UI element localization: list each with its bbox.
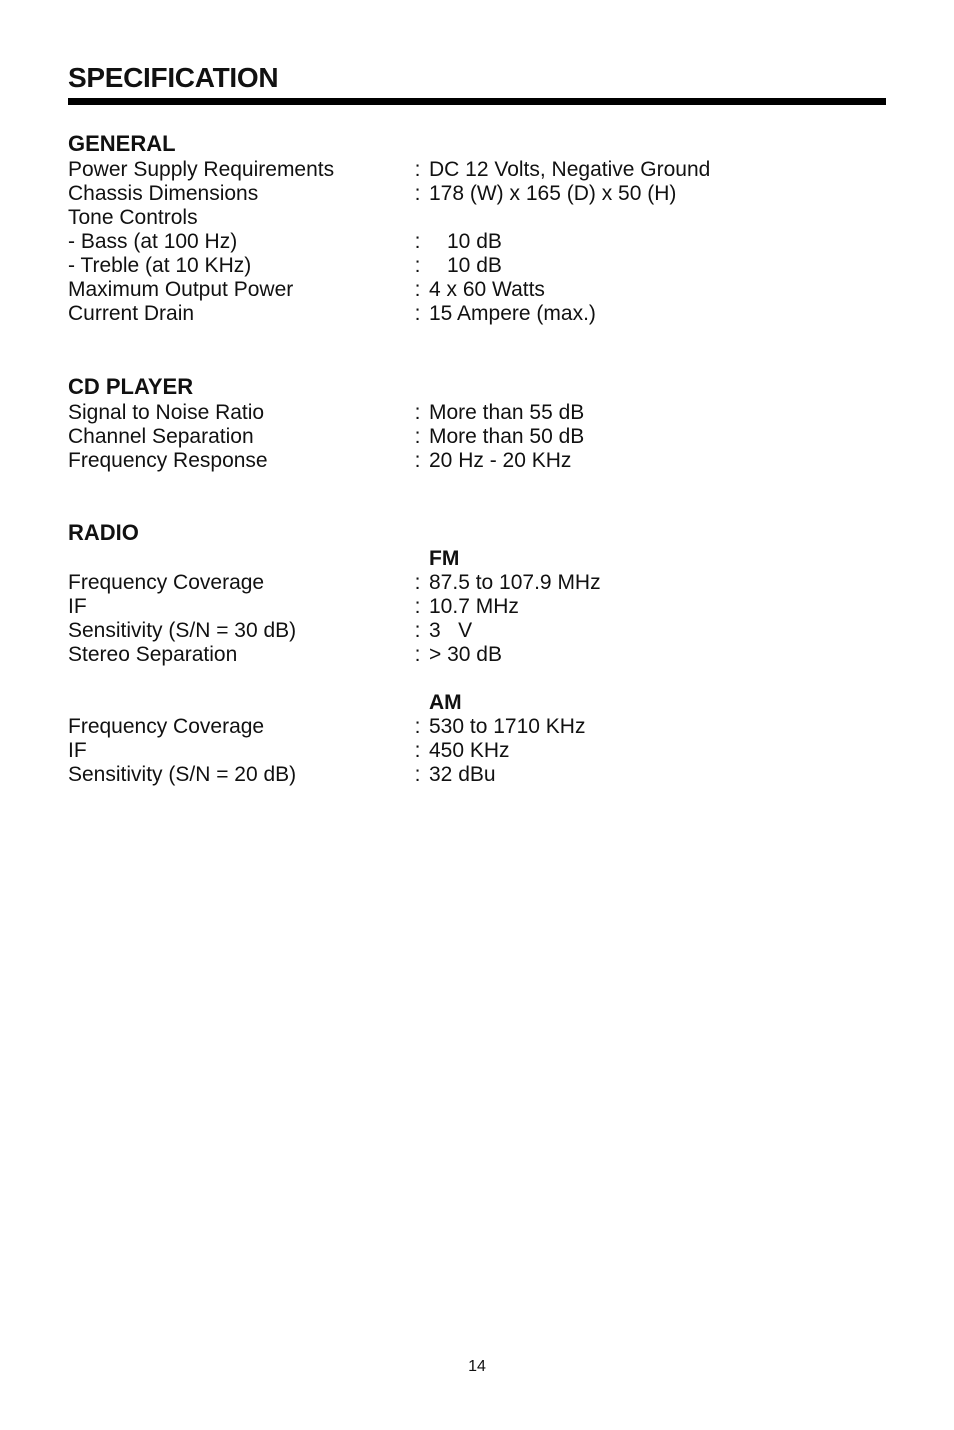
am-subheading-row	[68, 691, 886, 715]
radio-section	[68, 519, 886, 787]
spec-row	[68, 449, 886, 473]
spec-label: Chassis Dimensions	[68, 182, 259, 205]
spec-colon: :	[414, 278, 421, 301]
spec-value: 3 V	[429, 619, 473, 642]
spec-colon: :	[414, 763, 421, 786]
spec-label: Frequency Coverage	[68, 571, 265, 594]
spec-label: Current Drain	[68, 302, 195, 325]
spec-colon	[406, 206, 429, 230]
spec-colon: :	[414, 425, 421, 448]
general-section	[68, 130, 886, 326]
subsection-spacer	[68, 667, 886, 691]
spec-row	[68, 595, 886, 619]
spec-row	[68, 254, 886, 278]
spec-label: Maximum Output Power	[68, 278, 294, 301]
spec-value: 10 dB	[447, 254, 502, 277]
spec-label: Frequency Response	[68, 449, 268, 472]
spec-label: Tone Controls	[68, 206, 198, 229]
spec-row	[68, 230, 886, 254]
fm-subheading: FM	[429, 547, 460, 570]
spec-colon: :	[414, 571, 421, 594]
spec-row	[68, 278, 886, 302]
spec-value: More than 55 dB	[429, 401, 585, 424]
spec-value: 10.7 MHz	[429, 595, 519, 618]
spec-label: Channel Separation	[68, 425, 254, 448]
spec-value: 178 (W) x 165 (D) x 50 (H)	[429, 182, 677, 205]
spec-value: 530 to 1710 KHz	[429, 715, 586, 738]
spec-label: - Treble (at 10 KHz)	[68, 254, 252, 277]
spec-colon: :	[414, 619, 421, 642]
spec-row	[68, 401, 886, 425]
spec-colon: :	[414, 449, 421, 472]
spec-label: Frequency Coverage	[68, 715, 265, 738]
spec-row	[68, 643, 886, 667]
spec-row	[68, 206, 886, 230]
spec-label: - Bass (at 100 Hz)	[68, 230, 238, 253]
spec-value: 87.5 to 107.9 MHz	[429, 571, 601, 594]
spec-value: 15 Ampere (max.)	[429, 302, 596, 325]
spec-row	[68, 425, 886, 449]
spec-value: > 30 dB	[429, 643, 502, 666]
radio-heading: RADIO	[68, 520, 139, 545]
spec-value: DC 12 Volts, Negative Ground	[429, 158, 711, 181]
spec-colon: :	[414, 401, 421, 424]
spec-label: Sensitivity (S/N = 20 dB)	[68, 763, 297, 786]
section-spacer	[68, 473, 886, 519]
spec-label: Sensitivity (S/N = 30 dB)	[68, 619, 297, 642]
spec-value: 10 dB	[447, 230, 502, 253]
spec-colon: :	[414, 643, 421, 666]
spec-row	[68, 619, 886, 643]
spec-value: 20 Hz - 20 KHz	[429, 449, 572, 472]
fm-subheading-row	[68, 547, 886, 571]
spec-colon: :	[414, 595, 421, 618]
spec-colon: :	[414, 715, 421, 738]
spec-colon: :	[414, 182, 421, 205]
spec-row	[68, 739, 886, 763]
spec-value: More than 50 dB	[429, 425, 585, 448]
page-number: 14	[468, 1358, 486, 1375]
spec-content	[68, 130, 886, 787]
spec-label: Power Supply Requirements	[68, 158, 335, 181]
spec-colon: :	[414, 254, 421, 277]
spec-colon: :	[414, 230, 421, 253]
spec-value: 4 x 60 Watts	[429, 278, 545, 301]
spec-label: Stereo Separation	[68, 643, 238, 666]
spec-colon: :	[414, 739, 421, 762]
title-rule	[68, 98, 886, 105]
spec-value: 32 dBu	[429, 763, 496, 786]
spec-row	[68, 571, 886, 595]
cd-player-section	[68, 373, 886, 473]
spec-colon: :	[414, 302, 421, 325]
spec-label: IF	[68, 595, 87, 618]
spec-row	[68, 763, 886, 787]
general-heading: GENERAL	[68, 131, 176, 156]
spec-row	[68, 302, 886, 326]
section-spacer	[68, 326, 886, 373]
cd-player-heading: CD PLAYER	[68, 374, 194, 399]
spec-value: 450 KHz	[429, 739, 510, 762]
spec-row	[68, 182, 886, 206]
spec-label: Signal to Noise Ratio	[68, 401, 265, 424]
page-title: SPECIFICATION	[68, 62, 279, 93]
spec-row	[68, 158, 886, 182]
spec-row	[68, 715, 886, 739]
spec-colon: :	[414, 158, 421, 181]
am-subheading: AM	[429, 691, 462, 714]
spec-label: IF	[68, 739, 87, 762]
